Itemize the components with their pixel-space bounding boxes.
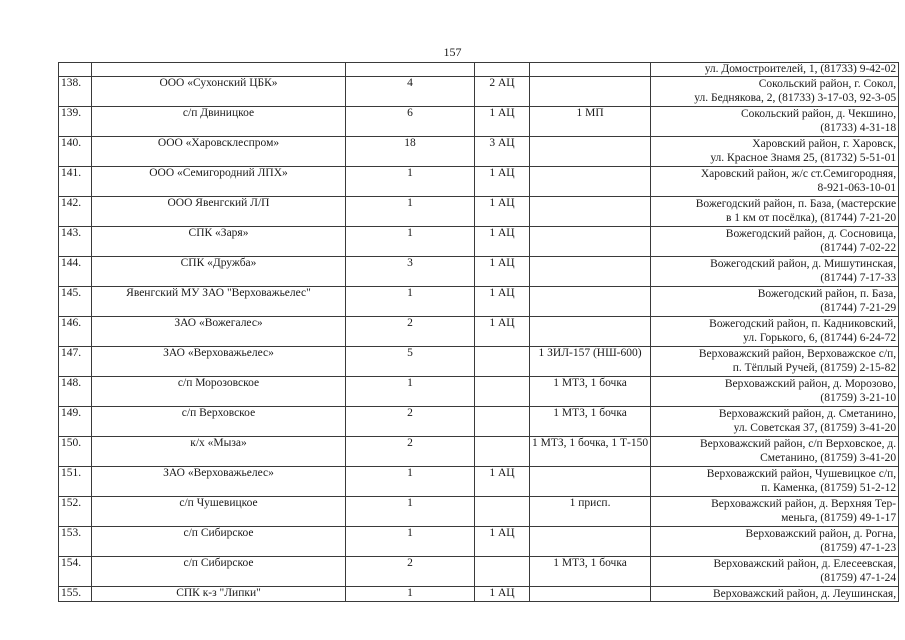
row-number-cell: 138. — [59, 77, 92, 107]
table-row — [59, 137, 899, 167]
row-number-cell: 155. — [59, 587, 92, 602]
address-cell — [651, 167, 899, 197]
tanker-cell: 1 АЦ — [475, 287, 530, 317]
count-cell: 5 — [346, 347, 475, 377]
table-row — [59, 497, 899, 527]
equipment-cell — [530, 167, 651, 197]
organization-cell: с/п Чушевицкое — [92, 497, 346, 527]
address-line: в 1 км от посёлка), (81744) 7-21-20 — [726, 212, 897, 224]
row-number-cell: 150. — [59, 437, 92, 467]
table-row — [59, 437, 899, 467]
row-number-cell: 153. — [59, 527, 92, 557]
organization-cell: с/п Верховское — [92, 407, 346, 437]
tanker-cell: 1 АЦ — [475, 467, 530, 497]
address-line: (81744) 7-02-22 — [820, 242, 897, 254]
address-line: (81744) 7-21-29 — [820, 302, 897, 314]
equipment-cell — [530, 317, 651, 347]
address-line: Сметанино, (81759) 3-41-20 — [760, 452, 897, 464]
address-cell — [651, 407, 899, 437]
table-row — [59, 257, 899, 287]
count-cell: 2 — [346, 557, 475, 587]
equipment-cell: 1 ЗИЛ-157 (НШ-600) — [530, 347, 651, 377]
address-line: Харовский район, ж/с ст.Семигородняя, — [700, 168, 897, 180]
equipment-cell: 1 МТЗ, 1 бочка — [530, 407, 651, 437]
address-line: Верховажский район, д. Морозово, — [724, 378, 897, 390]
equipment-cell — [530, 287, 651, 317]
address-line: п. Каменка, (81759) 51-2-12 — [761, 482, 897, 494]
organization-cell: ЗАО «Верховажьелес» — [92, 467, 346, 497]
address-cell — [651, 497, 899, 527]
table-row — [59, 77, 899, 107]
count-cell: 4 — [346, 77, 475, 107]
address-line: (81759) 3-21-10 — [820, 392, 897, 404]
organization-cell: Явенгский МУ ЗАО "Верховажьелес" — [92, 287, 346, 317]
address-line: (81759) 47-1-23 — [820, 542, 897, 554]
equipment-cell — [530, 77, 651, 107]
address-cell — [651, 467, 899, 497]
address-cell — [651, 257, 899, 287]
address-line: 8-921-063-10-01 — [817, 182, 897, 194]
organization-cell: ЗАО «Верховажьелес» — [92, 347, 346, 377]
address-line: ул. Горького, 6, (81744) 6-24-72 — [743, 332, 897, 344]
count-cell: 1 — [346, 527, 475, 557]
address-cell — [651, 227, 899, 257]
address-line: ул. Красное Знамя 25, (81732) 5-51-01 — [710, 152, 897, 164]
tanker-cell: 1 АЦ — [475, 527, 530, 557]
address-line: Сокольский район, г. Сокол, — [758, 78, 897, 90]
address-line: меньга, (81759) 49-1-17 — [781, 512, 897, 524]
address-line: Харовский район, г. Харовск, — [752, 138, 897, 150]
address-line: Вожегодский район, д. Сосновица, — [725, 228, 897, 240]
tanker-cell: 1 АЦ — [475, 227, 530, 257]
address-line: Верховажский район, Чушевицкое с/п, — [706, 468, 897, 480]
count-cell: 1 — [346, 167, 475, 197]
table-row — [59, 377, 899, 407]
organization-cell: СПК «Заря» — [92, 227, 346, 257]
count-cell: 3 — [346, 257, 475, 287]
count-cell: 1 — [346, 587, 475, 602]
row-number-cell: 142. — [59, 197, 92, 227]
equipment-cell — [530, 257, 651, 287]
tanker-cell: 2 АЦ — [475, 77, 530, 107]
row-number-cell: 151. — [59, 467, 92, 497]
organization-cell: ООО Явенгский Л/П — [92, 197, 346, 227]
row-number-cell: 146. — [59, 317, 92, 347]
count-cell: 6 — [346, 107, 475, 137]
address-cell: Верховажский район, д. Леушинская, — [651, 587, 899, 602]
equipment-table — [58, 62, 899, 602]
organization-cell: к/х «Мыза» — [92, 437, 346, 467]
organization-cell: с/п Морозовское — [92, 377, 346, 407]
row-number-cell: 147. — [59, 347, 92, 377]
row-number-cell: 154. — [59, 557, 92, 587]
tanker-cell: 1 АЦ — [475, 197, 530, 227]
table-row — [59, 557, 899, 587]
address-line: ул. Беднякова, 2, (81733) 3-17-03, 92-3-05 — [694, 92, 897, 104]
equipment-cell — [530, 197, 651, 227]
count-cell: 18 — [346, 137, 475, 167]
organization-cell: с/п Сибирское — [92, 527, 346, 557]
tanker-cell — [475, 377, 530, 407]
address-line: (81759) 47-1-24 — [820, 572, 897, 584]
address-line: Верховажский район, Верховажское с/п, — [698, 348, 897, 360]
address-line: Верховажский район, д. Верхняя Тер- — [711, 498, 897, 510]
table-row — [59, 167, 899, 197]
row-number-cell: 148. — [59, 377, 92, 407]
address-cell — [651, 377, 899, 407]
row-number-cell: 143. — [59, 227, 92, 257]
equipment-cell — [530, 527, 651, 557]
address-line: ул. Советская 37, (81759) 3-41-20 — [733, 422, 897, 434]
tanker-cell — [475, 407, 530, 437]
equipment-cell — [530, 467, 651, 497]
table-row-continued — [59, 63, 899, 77]
table-row — [59, 197, 899, 227]
equipment-cell — [530, 137, 651, 167]
tanker-cell — [475, 347, 530, 377]
tanker-cell: 1 АЦ — [475, 257, 530, 287]
address-cell — [651, 317, 899, 347]
table-row — [59, 407, 899, 437]
count-cell: 1 — [346, 467, 475, 497]
address-line: (81744) 7-17-33 — [820, 272, 897, 284]
address-cell — [651, 557, 899, 587]
address-line: Вожегодский район, п. Кадниковский, — [709, 318, 897, 330]
address-cell — [651, 137, 899, 167]
page-number: 157 — [443, 45, 462, 59]
address-cell — [651, 347, 899, 377]
organization-cell: ООО «Сухонский ЦБК» — [92, 77, 346, 107]
address-line: Верховажский район, с/п Верховское, д. — [700, 438, 897, 450]
tanker-cell — [475, 557, 530, 587]
count-cell: 1 — [346, 377, 475, 407]
count-cell: 1 — [346, 197, 475, 227]
tanker-cell: 1 АЦ — [475, 107, 530, 137]
row-number-cell: 152. — [59, 497, 92, 527]
address-cell — [651, 197, 899, 227]
address-line: (81733) 4-31-18 — [820, 122, 897, 134]
organization-cell: ООО «Харовсклеспром» — [92, 137, 346, 167]
address-line: Верховажский район, д. Сметанино, — [718, 408, 897, 420]
equipment-cell — [530, 587, 651, 602]
equipment-cell: 1 МТЗ, 1 бочка — [530, 377, 651, 407]
address-line: Сокольский район, д. Чекшино, — [741, 108, 897, 120]
table-row — [59, 467, 899, 497]
table-row — [59, 227, 899, 257]
tanker-cell — [475, 437, 530, 467]
equipment-cell — [530, 227, 651, 257]
organization-cell: СПК к-з "Липки" — [92, 587, 346, 602]
count-cell: 2 — [346, 407, 475, 437]
equipment-cell: 1 МТЗ, 1 бочка — [530, 557, 651, 587]
organization-cell: ЗАО «Вожегалес» — [92, 317, 346, 347]
tanker-cell: 1 АЦ — [475, 167, 530, 197]
address-cell — [651, 77, 899, 107]
address-line: п. Тёплый Ручей, (81759) 2-15-82 — [732, 362, 897, 374]
count-cell: 2 — [346, 317, 475, 347]
table-row — [59, 317, 899, 347]
address-line: Вожегодский район, п. База, (мастерские — [695, 198, 897, 210]
table-row — [59, 287, 899, 317]
table-row — [59, 527, 899, 557]
address-cell — [651, 437, 899, 467]
equipment-cell: 1 МТЗ, 1 бочка, 1 Т-150 — [530, 437, 651, 467]
count-cell: 1 — [346, 497, 475, 527]
address-cell — [651, 527, 899, 557]
row-number-cell: 139. — [59, 107, 92, 137]
organization-cell: ООО «Семигородний ЛПХ» — [92, 167, 346, 197]
row-number-cell: 141. — [59, 167, 92, 197]
address-line: Вожегодский район, п. База, — [757, 288, 897, 300]
row-number-cell: 144. — [59, 257, 92, 287]
count-cell: 2 — [346, 437, 475, 467]
address-cell — [651, 107, 899, 137]
table-row — [59, 347, 899, 377]
address-cell: ул. Домостроителей, 1, (81733) 9-42-02 — [651, 63, 899, 77]
tanker-cell: 1 АЦ — [475, 587, 530, 602]
address-line: Верховажский район, д. Рогна, — [745, 528, 897, 540]
row-number-cell: 140. — [59, 137, 92, 167]
tanker-cell: 3 АЦ — [475, 137, 530, 167]
count-cell: 1 — [346, 287, 475, 317]
tanker-cell: 1 АЦ — [475, 317, 530, 347]
count-cell: 1 — [346, 227, 475, 257]
equipment-cell: 1 МП — [530, 107, 651, 137]
address-line: Верховажский район, д. Елесеевская, — [713, 558, 897, 570]
row-number-cell: 145. — [59, 287, 92, 317]
address-cell — [651, 287, 899, 317]
organization-cell: СПК «Дружба» — [92, 257, 346, 287]
table-row — [59, 107, 899, 137]
address-line: Вожегодский район, д. Мишутинская, — [710, 258, 897, 270]
table-row — [59, 587, 899, 602]
organization-cell: с/п Двиницкое — [92, 107, 346, 137]
equipment-cell: 1 присп. — [530, 497, 651, 527]
row-number-cell: 149. — [59, 407, 92, 437]
organization-cell: с/п Сибирское — [92, 557, 346, 587]
tanker-cell — [475, 497, 530, 527]
